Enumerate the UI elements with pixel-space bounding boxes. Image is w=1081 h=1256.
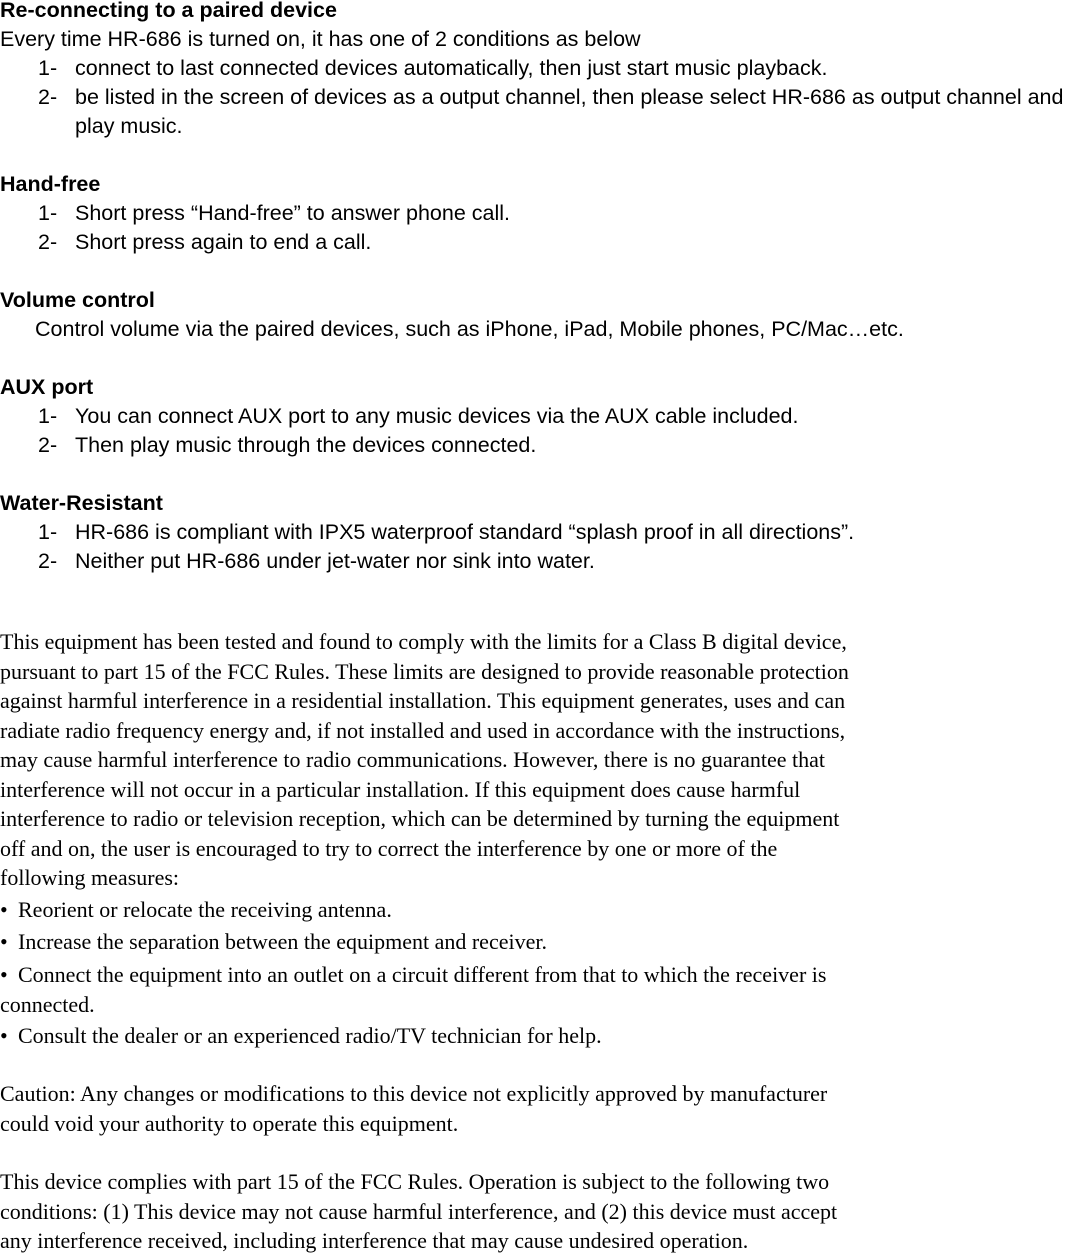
section-volume (0, 286, 1081, 344)
bullet-icon: • (0, 961, 8, 987)
section-heading-reconnect: Re-connecting to a paired device (0, 0, 337, 22)
list-item (0, 431, 1081, 460)
instructions-block (0, 0, 1081, 576)
list-number: 1- (38, 520, 58, 544)
list-text: Then play music through the devices connected. (75, 433, 537, 457)
list-number: 2- (38, 433, 58, 457)
compliance-line: conditions: (1) This device may not cause harmful interference, and (2) this device must accept (0, 1198, 838, 1224)
measure-item (0, 927, 1081, 957)
fcc-line: against harmful interference in a residential installation. This equipment generates, uses and can (0, 688, 846, 713)
list-item (0, 402, 1081, 431)
fcc-line: This equipment has been tested and found to comply with the limits for a Class B digital device, (0, 629, 847, 654)
list-text: You can connect AUX port to any music devices via the AUX cable included. (75, 404, 799, 428)
list-text: connect to last connected devices automatically, then just start music playback. (75, 56, 828, 80)
compliance-line: any interference received, including interference that may cause undesired operation. (0, 1228, 749, 1253)
fcc-line: following measures: (0, 865, 180, 890)
list-number: 1- (38, 404, 58, 428)
section-heading-handfree: Hand-free (0, 172, 101, 196)
list-item (0, 547, 1081, 576)
fcc-paragraph (0, 627, 1081, 893)
fcc-line: off and on, the user is encouraged to try to correct the interference by one or more of the (0, 835, 778, 861)
list-item (0, 54, 1081, 83)
fcc-statement (0, 627, 1081, 1256)
list-text: Short press “Hand-free” to answer phone call. (75, 201, 510, 225)
section-heading-water: Water-Resistant (0, 491, 163, 515)
list-item (0, 83, 1081, 141)
fcc-line: interference to radio or television reception, which can be determined by turning the equipment (0, 806, 840, 831)
measure-continuation: connected. (0, 992, 95, 1017)
list-item (0, 518, 1081, 547)
bullet-icon: • (0, 896, 8, 922)
caution-line: could void your authority to operate this equipment. (0, 1110, 459, 1136)
list-item (0, 228, 1081, 257)
list-number: 2- (38, 230, 58, 254)
measure-text: Increase the separation between the equipment and receiver. (18, 929, 547, 954)
fcc-line: pursuant to part 15 of the FCC Rules. These limits are designed to provide reasonable protection (0, 658, 849, 684)
reconnect-list (0, 54, 1081, 141)
measure-text: Reorient or relocate the receiving antenna. (18, 896, 392, 922)
list-number: 1- (38, 56, 58, 80)
list-number: 1- (38, 201, 58, 225)
section-aux (0, 373, 1081, 460)
section-water (0, 489, 1081, 576)
list-text: Short press again to end a call. (75, 230, 372, 254)
list-text: HR-686 is compliant with IPX5 waterproof standard “splash proof in all directions”. (75, 520, 855, 544)
caution-line: Caution: Any changes or modifications to this device not explicitly approved by manufacturer (0, 1081, 828, 1106)
volume-text: Control volume via the paired devices, such as iPhone, iPad, Mobile phones, PC/Mac…etc. (35, 317, 904, 341)
fcc-compliance (0, 1167, 1081, 1256)
list-number: 2- (38, 549, 58, 573)
bullet-icon: • (0, 929, 8, 954)
fcc-line: radiate radio frequency energy and, if not installed and used in accordance with the instructions, (0, 717, 846, 743)
section-handfree (0, 170, 1081, 257)
fcc-line: interference will not occur in a particular installation. If this equipment does cause harmful (0, 776, 801, 802)
section-heading-volume: Volume control (0, 288, 155, 312)
compliance-line: This device complies with part 15 of the FCC Rules. Operation is subject to the following two (0, 1169, 830, 1194)
measure-item (0, 1021, 1081, 1051)
measure-item (0, 960, 1081, 990)
fcc-line: may cause harmful interference to radio communications. However, there is no guarantee that (0, 747, 826, 772)
fcc-caution (0, 1079, 1081, 1138)
list-text: Neither put HR-686 under jet-water nor sink into water. (75, 549, 595, 573)
list-number: 2- (38, 85, 58, 109)
fcc-measures (0, 895, 1081, 1051)
list-item (0, 199, 1081, 228)
section-heading-aux: AUX port (0, 375, 94, 399)
reconnect-intro: Every time HR-686 is turned on, it has one of 2 conditions as below (0, 27, 641, 51)
water-list (0, 518, 1081, 576)
measure-text: Connect the equipment into an outlet on a circuit different from that to which the receiver is (18, 961, 827, 987)
section-reconnect (0, 0, 1081, 141)
measure-item (0, 895, 1081, 925)
bullet-icon: • (0, 1022, 8, 1048)
list-text: be listed in the screen of devices as a output channel, then please select HR-686 as output channel and play music. (75, 85, 1064, 138)
aux-list (0, 402, 1081, 460)
measure-text: Consult the dealer or an experienced radio/TV technician for help. (18, 1022, 602, 1048)
handfree-list (0, 199, 1081, 257)
